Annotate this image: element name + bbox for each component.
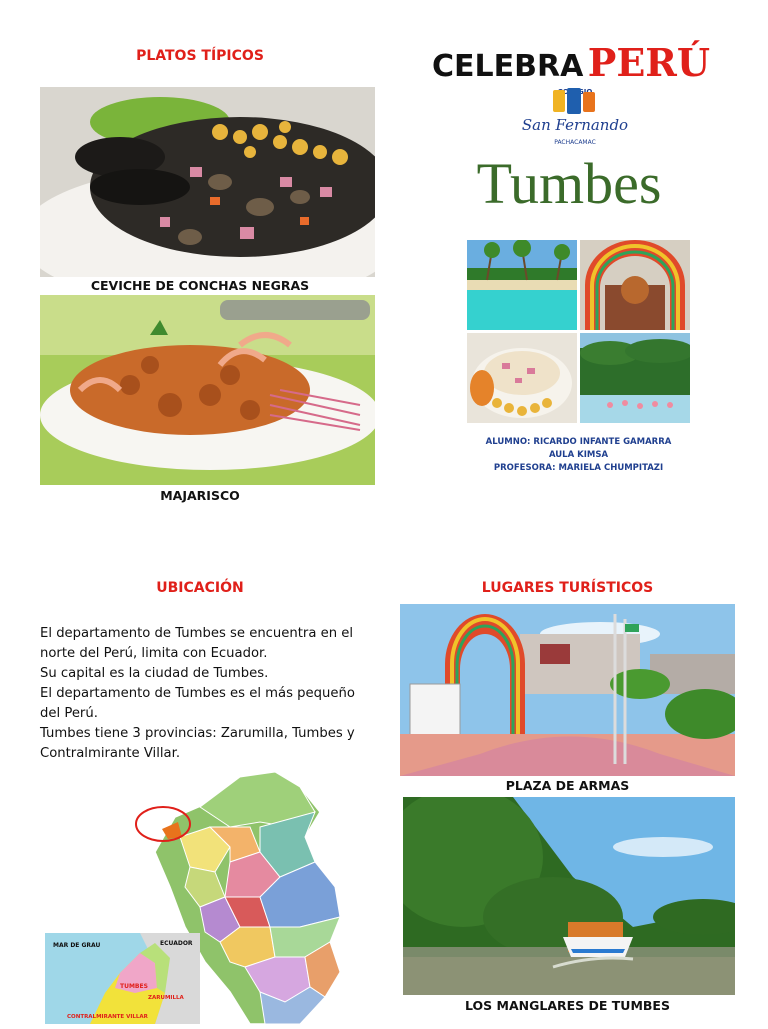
- manglares-caption: LOS MANGLARES DE TUMBES: [465, 998, 670, 1013]
- credit-teacher: PROFESORA: MARIELA CHUMPITAZI: [493, 463, 664, 473]
- cover-title-celebra: CELEBRA: [432, 49, 584, 84]
- main-title: Tumbes: [476, 151, 662, 216]
- ubicacion-heading: UBICACIÓN: [156, 580, 244, 596]
- tumbes-inset-map: [45, 933, 200, 1024]
- mangrove-flamingos-photo: [580, 333, 690, 423]
- inset-label-tumbes: TUMBES: [120, 983, 148, 990]
- logo-bottom-text: PACHACAMAC: [554, 139, 596, 146]
- ceviche-plate-photo: [467, 333, 577, 423]
- ubicacion-paragraph: Tumbes tiene 3 provincias: Zarumilla, Tumbes y Contralmirante Villar.: [40, 726, 355, 761]
- credits: [467, 436, 690, 475]
- majarisco-caption: MAJARISCO: [160, 488, 240, 503]
- ceviche-caption: CEVICHE DE CONCHAS NEGRAS: [90, 278, 310, 293]
- lugares-heading: LUGARES TURÍSTICOS: [481, 580, 654, 596]
- cover-title-peru: PERÚ: [587, 40, 711, 85]
- school-logo: [505, 82, 645, 152]
- majarisco-photo: [40, 295, 375, 485]
- arch-monument-photo: [580, 240, 690, 330]
- logo-text: San Fernando: [521, 116, 629, 134]
- inset-label-zarumilla: ZARUMILLA: [148, 995, 184, 1001]
- inset-label-mar-de-grau: MAR DE GRAU: [53, 942, 101, 949]
- ubicacion-paragraph: El departamento de Tumbes es el más pequeño del Perú.: [40, 686, 355, 721]
- inset-label-contralmirante-villar: CONTRALMIRANTE VILLAR: [67, 1014, 148, 1020]
- ubicacion-paragraph: Su capital es la ciudad de Tumbes.: [40, 666, 269, 681]
- inset-label-ecuador: ECUADOR: [160, 940, 193, 947]
- manglares-photo: [403, 797, 735, 995]
- beach-photo: [467, 240, 577, 330]
- platos-tipicos-heading: PLATOS TÍPICOS: [136, 48, 264, 64]
- plaza-de-armas-caption: PLAZA DE ARMAS: [505, 778, 630, 793]
- ceviche-photo: [40, 87, 375, 277]
- plaza-de-armas-photo: [400, 604, 735, 776]
- ubicacion-text: [40, 624, 370, 764]
- credit-student: ALUMNO: RICARDO INFANTE GAMARRA: [485, 437, 672, 447]
- ubicacion-paragraph: El departamento de Tumbes se encuentra en el norte del Perú, limita con Ecuador.: [40, 626, 354, 661]
- credit-classroom: AULA KIMSA: [548, 450, 609, 460]
